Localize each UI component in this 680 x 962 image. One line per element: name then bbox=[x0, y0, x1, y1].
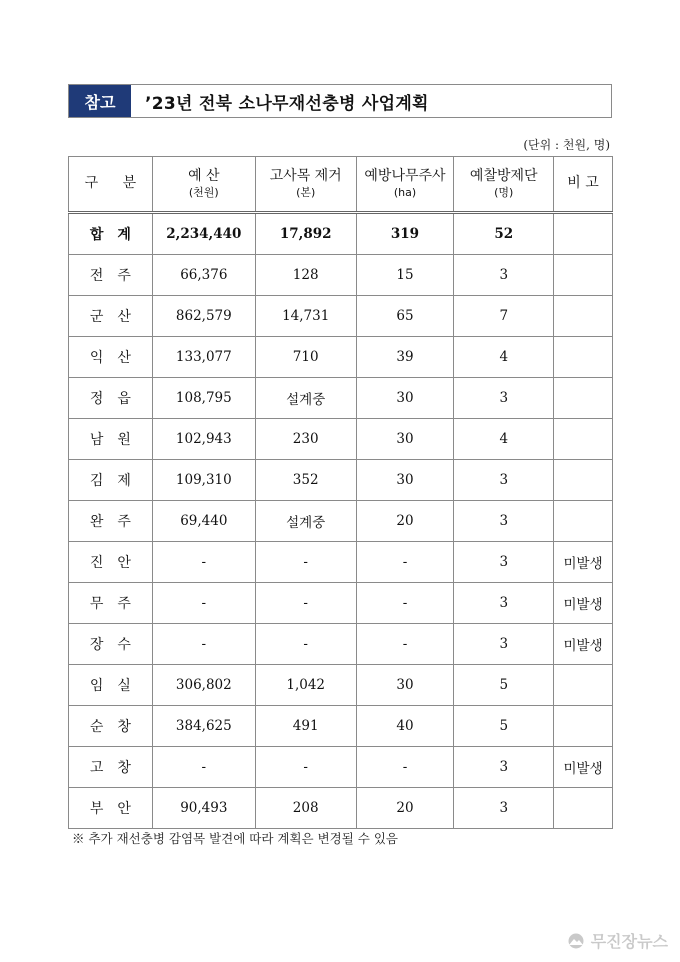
watermark bbox=[565, 929, 668, 952]
cell-remarks bbox=[554, 419, 613, 460]
cell-patrol-team: 3 bbox=[454, 747, 554, 788]
cell-patrol-team: 3 bbox=[454, 624, 554, 665]
cell-budget: 90,493 bbox=[152, 788, 255, 829]
column-header-label: 예 산 bbox=[188, 168, 220, 185]
cell-budget: 108,795 bbox=[152, 378, 255, 419]
cell-preventive-injection: 40 bbox=[356, 706, 454, 747]
cell-budget: 102,943 bbox=[152, 419, 255, 460]
cell-dead-tree-removal: 352 bbox=[255, 460, 356, 501]
table-row-total bbox=[69, 213, 613, 255]
cell-remarks: 미발생 bbox=[554, 747, 613, 788]
cell-preventive-injection: 30 bbox=[356, 665, 454, 706]
table-row bbox=[69, 747, 613, 788]
cell-budget: - bbox=[152, 542, 255, 583]
table-row bbox=[69, 542, 613, 583]
cell-patrol-team: 7 bbox=[454, 296, 554, 337]
cell-region: 순창 bbox=[69, 706, 153, 747]
cell-remarks bbox=[554, 788, 613, 829]
column-header-unit: (명) bbox=[494, 185, 514, 199]
cell-region: 장수 bbox=[69, 624, 153, 665]
cell-preventive-injection: 319 bbox=[356, 213, 454, 255]
cell-remarks bbox=[554, 501, 613, 542]
cell-remarks: 미발생 bbox=[554, 542, 613, 583]
column-header-unit: (본) bbox=[296, 185, 316, 199]
cell-budget: 133,077 bbox=[152, 337, 255, 378]
cell-dead-tree-removal: 17,892 bbox=[255, 213, 356, 255]
cell-patrol-team: 5 bbox=[454, 665, 554, 706]
cell-patrol-team: 4 bbox=[454, 419, 554, 460]
cell-dead-tree-removal: 14,731 bbox=[255, 296, 356, 337]
cell-budget: - bbox=[152, 624, 255, 665]
cell-region: 김제 bbox=[69, 460, 153, 501]
cell-region: 정읍 bbox=[69, 378, 153, 419]
cell-budget: 862,579 bbox=[152, 296, 255, 337]
cell-patrol-team: 3 bbox=[454, 255, 554, 296]
cell-remarks bbox=[554, 665, 613, 706]
cell-preventive-injection: - bbox=[356, 624, 454, 665]
cell-dead-tree-removal: - bbox=[255, 542, 356, 583]
cell-remarks: 미발생 bbox=[554, 583, 613, 624]
cell-dead-tree-removal: 1,042 bbox=[255, 665, 356, 706]
column-header-budget bbox=[152, 157, 255, 213]
table-row bbox=[69, 788, 613, 829]
cell-patrol-team: 4 bbox=[454, 337, 554, 378]
column-header-remarks bbox=[554, 157, 613, 213]
cell-remarks bbox=[554, 337, 613, 378]
cell-patrol-team: 3 bbox=[454, 542, 554, 583]
cell-dead-tree-removal: - bbox=[255, 747, 356, 788]
table-row bbox=[69, 706, 613, 747]
table-row bbox=[69, 337, 613, 378]
cell-patrol-team: 3 bbox=[454, 378, 554, 419]
cell-patrol-team: 3 bbox=[454, 583, 554, 624]
reference-badge: 참고 bbox=[69, 85, 131, 117]
cell-budget: 66,376 bbox=[152, 255, 255, 296]
cell-region: 임실 bbox=[69, 665, 153, 706]
column-header-label: 구 분 bbox=[84, 175, 147, 192]
cell-remarks bbox=[554, 378, 613, 419]
cell-preventive-injection: 30 bbox=[356, 419, 454, 460]
cell-dead-tree-removal: 설계중 bbox=[255, 378, 356, 419]
cell-region: 전주 bbox=[69, 255, 153, 296]
cell-remarks bbox=[554, 296, 613, 337]
column-header-patrol-team bbox=[454, 157, 554, 213]
cell-preventive-injection: 39 bbox=[356, 337, 454, 378]
cell-budget: 2,234,440 bbox=[152, 213, 255, 255]
table-row bbox=[69, 296, 613, 337]
column-header-dead-tree-removal bbox=[255, 157, 356, 213]
column-header-label: 예찰방제단 bbox=[469, 168, 538, 185]
cell-region: 익산 bbox=[69, 337, 153, 378]
column-header-unit: (천원) bbox=[188, 185, 219, 199]
watermark-text: 무진장뉴스 bbox=[590, 932, 668, 951]
table-row bbox=[69, 255, 613, 296]
cell-dead-tree-removal: 491 bbox=[255, 706, 356, 747]
cell-dead-tree-removal: 710 bbox=[255, 337, 356, 378]
table-row bbox=[69, 624, 613, 665]
table-row bbox=[69, 501, 613, 542]
cell-preventive-injection: - bbox=[356, 583, 454, 624]
column-header-unit: (ha) bbox=[393, 185, 417, 199]
cell-preventive-injection: 30 bbox=[356, 378, 454, 419]
mountain-logo-icon bbox=[565, 933, 587, 949]
title-bar bbox=[68, 84, 612, 118]
cell-region: 완주 bbox=[69, 501, 153, 542]
table-row bbox=[69, 419, 613, 460]
cell-region: 고창 bbox=[69, 747, 153, 788]
cell-dead-tree-removal: 128 bbox=[255, 255, 356, 296]
cell-patrol-team: 3 bbox=[454, 501, 554, 542]
cell-region: 진안 bbox=[69, 542, 153, 583]
table-row bbox=[69, 665, 613, 706]
cell-region: 군산 bbox=[69, 296, 153, 337]
column-header-label: 비 고 bbox=[567, 175, 599, 192]
cell-preventive-injection: - bbox=[356, 747, 454, 788]
cell-preventive-injection: 65 bbox=[356, 296, 454, 337]
cell-preventive-injection: 30 bbox=[356, 460, 454, 501]
cell-dead-tree-removal: - bbox=[255, 583, 356, 624]
table-row bbox=[69, 378, 613, 419]
cell-region: 부안 bbox=[69, 788, 153, 829]
table-row bbox=[69, 460, 613, 501]
cell-budget: 306,802 bbox=[152, 665, 255, 706]
cell-preventive-injection: 20 bbox=[356, 788, 454, 829]
unit-note: (단위 : 천원, 명) bbox=[523, 138, 610, 152]
cell-dead-tree-removal: - bbox=[255, 624, 356, 665]
footnote: ※ 추가 재선충병 감염목 발견에 따라 계획은 변경될 수 있음 bbox=[72, 831, 398, 846]
cell-patrol-team: 3 bbox=[454, 460, 554, 501]
column-header-label: 예방나무주사 bbox=[364, 168, 446, 185]
budget-table bbox=[68, 156, 613, 829]
cell-preventive-injection: 20 bbox=[356, 501, 454, 542]
document-title: ’23년 전북 소나무재선충병 사업계획 bbox=[145, 93, 429, 114]
column-header-label: 고사목 제거 bbox=[269, 168, 342, 185]
cell-remarks bbox=[554, 255, 613, 296]
cell-budget: - bbox=[152, 747, 255, 788]
cell-remarks bbox=[554, 213, 613, 255]
table-header-row bbox=[69, 157, 613, 213]
cell-preventive-injection: - bbox=[356, 542, 454, 583]
cell-remarks bbox=[554, 460, 613, 501]
cell-budget: 384,625 bbox=[152, 706, 255, 747]
cell-dead-tree-removal: 208 bbox=[255, 788, 356, 829]
cell-patrol-team: 52 bbox=[454, 213, 554, 255]
cell-budget: - bbox=[152, 583, 255, 624]
cell-region: 무주 bbox=[69, 583, 153, 624]
cell-budget: 109,310 bbox=[152, 460, 255, 501]
column-header-preventive-injection bbox=[356, 157, 454, 213]
cell-region: 합계 bbox=[69, 213, 153, 255]
table-row bbox=[69, 583, 613, 624]
cell-dead-tree-removal: 설계중 bbox=[255, 501, 356, 542]
cell-patrol-team: 3 bbox=[454, 788, 554, 829]
cell-dead-tree-removal: 230 bbox=[255, 419, 356, 460]
column-header-region bbox=[69, 157, 153, 213]
cell-remarks: 미발생 bbox=[554, 624, 613, 665]
cell-patrol-team: 5 bbox=[454, 706, 554, 747]
cell-remarks bbox=[554, 706, 613, 747]
cell-preventive-injection: 15 bbox=[356, 255, 454, 296]
cell-budget: 69,440 bbox=[152, 501, 255, 542]
cell-region: 남원 bbox=[69, 419, 153, 460]
